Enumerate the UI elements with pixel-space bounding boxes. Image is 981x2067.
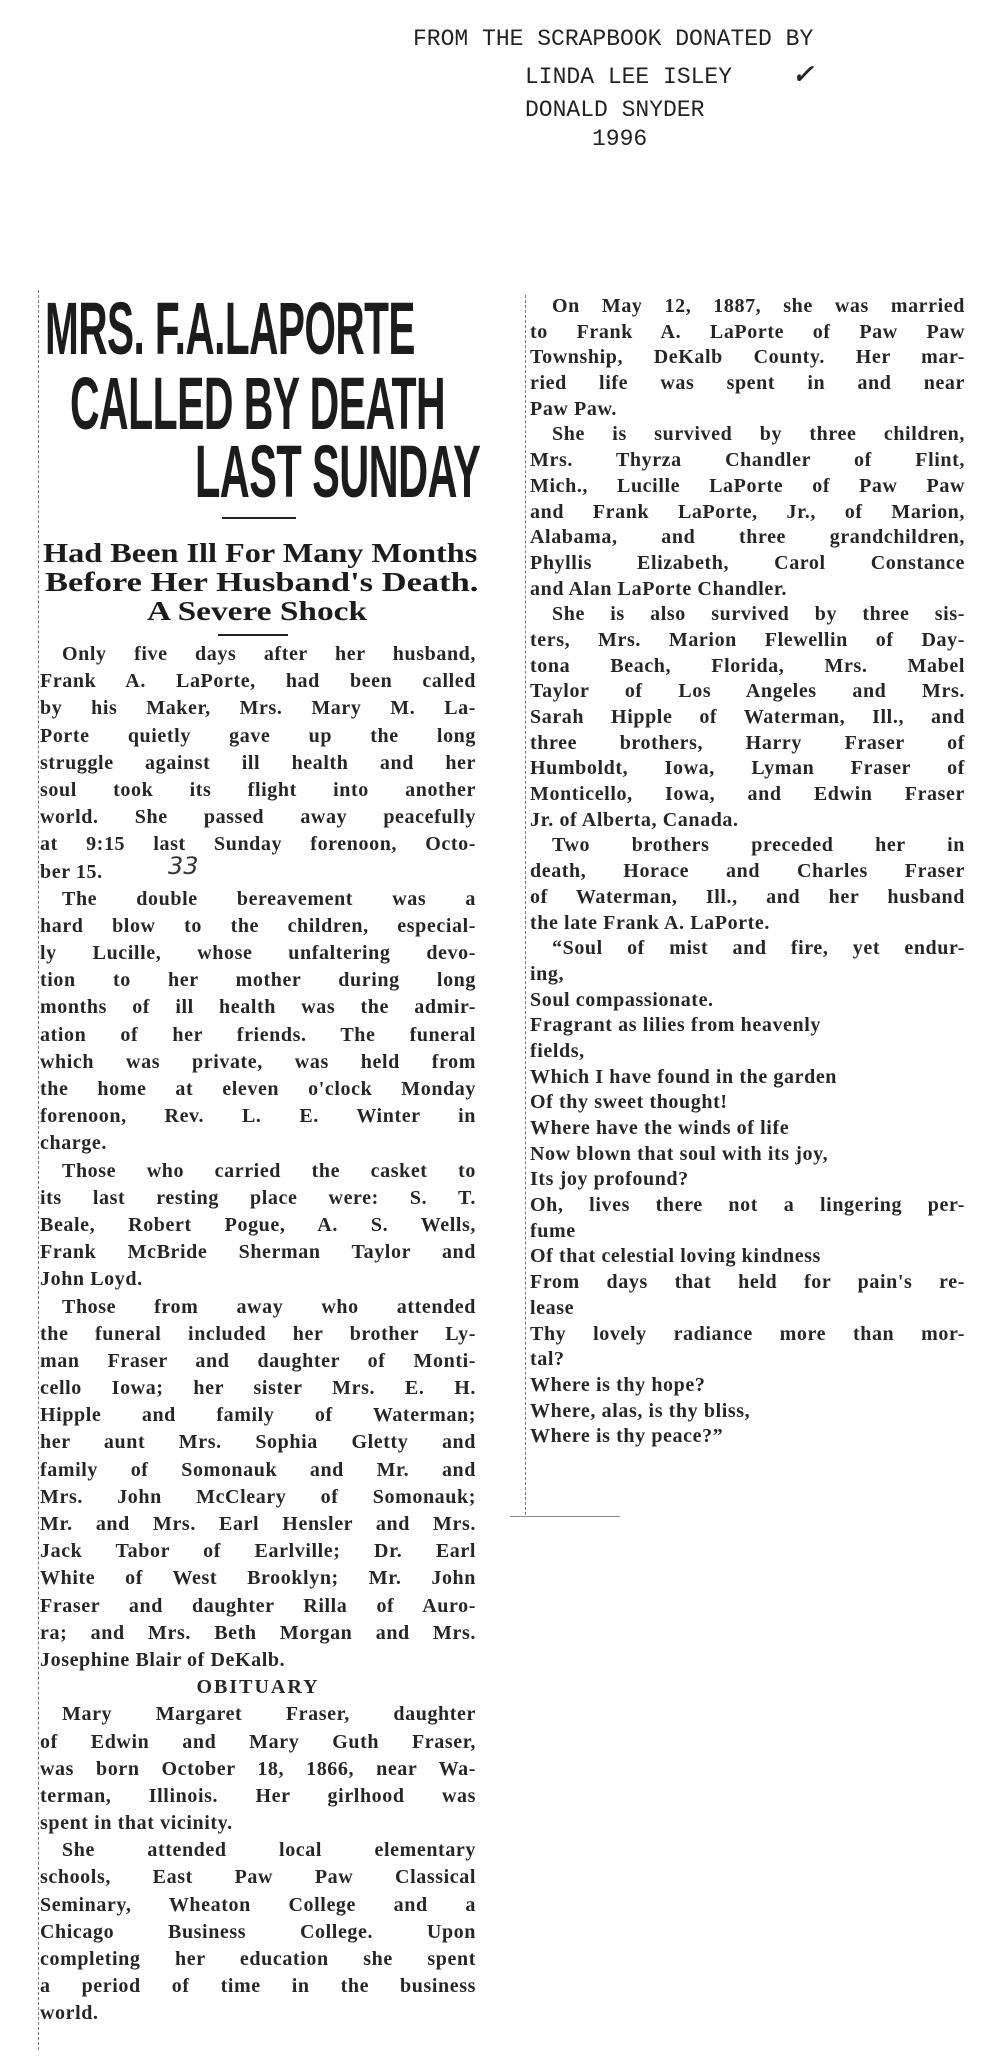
right-column-text [530, 294, 965, 1450]
paragraph-line: Mrs. Thyrza Chandler of Flint, [530, 449, 965, 472]
paragraph-line: Mrs. John McCleary of Somonauk; [40, 1485, 476, 1508]
paragraph-line: White of West Brooklyn; Mr. John [40, 1567, 476, 1590]
subhead-line-3: A Severe Shock [147, 596, 368, 626]
left-column-text [40, 641, 476, 2028]
poem-line: fume [530, 1219, 576, 1242]
poem-line: Where is thy peace?” [530, 1425, 724, 1448]
paragraph-line: Fraser and daughter Rilla of Auro- [40, 1594, 476, 1617]
paragraph-line: of Waterman, Ill., and her husband [530, 885, 965, 908]
paragraph-line: Mary Margaret Fraser, daughter [62, 1703, 476, 1726]
paragraph-line: John Loyd. [40, 1268, 143, 1291]
poem-line: Of thy sweet thought! [530, 1091, 728, 1114]
paragraph-line: tion to her mother during long [40, 969, 476, 992]
poem-line: ing, [530, 962, 565, 985]
paragraph-line: world. [40, 2002, 99, 2025]
paragraph-line: and Alan LaPorte Chandler. [530, 577, 788, 600]
paragraph-line: which was private, was held from [40, 1050, 476, 1073]
paragraph-line: cello Iowa; her sister Mrs. E. H. [40, 1377, 476, 1400]
paragraph-line: at 9:15 last Sunday forenoon, Octo- [40, 833, 476, 856]
poem-line: Of that celestial loving kindness [530, 1245, 821, 1268]
paragraph-line: Jr. of Alberta, Canada. [530, 808, 739, 831]
poem-line: Fragrant as lilies from heavenly [530, 1014, 822, 1037]
paragraph-line: the late Frank A. LaPorte. [530, 911, 771, 934]
poem-line: Where is thy hope? [530, 1373, 706, 1396]
right-column-border [525, 295, 526, 1515]
paragraph-line: Mich., Lucille LaPorte of Paw Paw [530, 474, 965, 497]
paragraph-line: Hipple and family of Waterman; [40, 1404, 476, 1427]
paragraph-line: She is survived by three children, [552, 423, 965, 446]
paragraph-line: Beale, Robert Pogue, A. S. Wells, [40, 1213, 476, 1236]
paragraph-line: Mr. and Mrs. Earl Hensler and Mrs. [40, 1513, 476, 1535]
headline-divider [222, 517, 296, 519]
paragraph-line: She attended local elementary [62, 1839, 476, 1862]
paragraph-line: Alabama, and three grandchildren, [530, 526, 965, 549]
poem-line: Where have the winds of life [530, 1117, 790, 1139]
paragraph-line: forenoon, Rev. L. E. Winter in [40, 1105, 476, 1128]
paragraph-line: ation of her friends. The funeral [40, 1023, 476, 1046]
paragraph-line: Seminary, Wheaton College and a [40, 1893, 476, 1916]
section-heading: OBITUARY [196, 1676, 320, 1699]
paragraph-line: its last resting place were: S. T. [40, 1186, 476, 1209]
poem-line: Thy lovely radiance more than mor- [530, 1322, 965, 1345]
paragraph-line: Two brothers preceded her in [552, 834, 965, 857]
headline-line-3: LAST SUNDAY [195, 430, 481, 513]
paragraph-line: family of Somonauk and Mr. and [40, 1458, 476, 1481]
paragraph-line: Sarah Hipple of Waterman, Ill., and [530, 706, 965, 728]
paragraph-line: and Frank LaPorte, Jr., of Marion, [530, 500, 965, 523]
paragraph-line: Paw Paw. [530, 397, 618, 420]
poem-line: tal? [530, 1348, 565, 1371]
subhead-line-1: Had Been Ill For Many Months [43, 538, 478, 568]
paragraph-line: the home at eleven o'clock Monday [40, 1078, 476, 1100]
poem-line: fields, [530, 1039, 585, 1062]
poem-line: Oh, lives there not a lingering per- [530, 1194, 965, 1217]
paragraph-line: Chicago Business College. Upon [40, 1920, 476, 1943]
paragraph-line: months of ill health was the admir- [40, 996, 476, 1019]
end-rule [510, 1516, 620, 1517]
paragraph-line: soul took its flight into another [40, 778, 476, 801]
paragraph-line: Township, DeKalb County. Her mar- [530, 346, 965, 369]
paragraph-line: man Fraser and daughter of Monti- [40, 1349, 476, 1372]
paragraph-line: spent in that vicinity. [40, 1812, 233, 1835]
paragraph-line: of Edwin and Mary Guth Fraser, [40, 1730, 476, 1753]
poem-line: Its joy profound? [530, 1168, 689, 1191]
donation-year: 1996 [592, 126, 648, 152]
paragraph-line: struggle against ill health and her [40, 751, 476, 774]
paragraph-line: Those from away who attended [62, 1295, 476, 1318]
paragraph-line: charge. [40, 1132, 107, 1155]
subhead-divider [218, 634, 288, 636]
paragraph-line: world. She passed away peacefully [40, 806, 476, 829]
paragraph-line: terman, Illinois. Her girlhood was [40, 1784, 476, 1807]
paragraph-line: to Frank A. LaPorte of Paw Paw [530, 320, 965, 343]
poem-line: Which I have found in the garden [530, 1065, 838, 1088]
poem-line: “Soul of mist and fire, yet endur- [552, 937, 965, 960]
paragraph-line: Jack Tabor of Earlville; Dr. Earl [40, 1540, 476, 1563]
donation-line-3: DONALD SNYDER [525, 97, 705, 123]
paragraph-line: death, Horace and Charles Fraser [530, 860, 965, 883]
paragraph-line: On May 12, 1887, she was married [552, 295, 965, 317]
paragraph-line: the funeral included her brother Ly- [40, 1322, 476, 1345]
donation-line-2: LINDA LEE ISLEY [525, 64, 733, 90]
paragraph-line: Monticello, Iowa, and Edwin Fraser [530, 783, 965, 806]
paragraph-line: Frank McBride Sherman Taylor and [40, 1241, 476, 1264]
paragraph-line: schools, East Paw Paw Classical [40, 1866, 476, 1889]
paragraph-line: Porte quietly gave up the long [40, 724, 476, 747]
paragraph-line: completing her education she spent [40, 1948, 476, 1970]
handwritten-annotation: 33 [168, 852, 199, 880]
poem-line: Where, alas, is thy bliss, [530, 1399, 751, 1422]
poem-line: lease [530, 1296, 575, 1319]
left-column-border [38, 290, 39, 2050]
paragraph-line: Frank A. LaPorte, had been called [40, 670, 476, 693]
paragraph-line: Taylor of Los Angeles and Mrs. [530, 680, 965, 703]
paragraph-line: ters, Mrs. Marion Flewellin of Day- [530, 628, 965, 651]
paragraph-line: three brothers, Harry Fraser of [530, 731, 965, 754]
paragraph-line: ly Lucille, whose unfaltering devo- [40, 942, 476, 965]
paragraph-line: her aunt Mrs. Sophia Gletty and [40, 1431, 476, 1454]
headline-line-2: CALLED BY DEATH [70, 362, 446, 445]
subhead-line-2: Before Her Husband's Death. [45, 567, 479, 597]
paragraph-line: The double bereavement was a [62, 887, 476, 910]
paragraph-line: Those who carried the casket to [62, 1159, 476, 1182]
paragraph-line: Phyllis Elizabeth, Carol Constance [530, 551, 965, 574]
paragraph-line: was born October 18, 1866, near Wa- [40, 1757, 476, 1780]
check-mark-icon: ✓ [792, 60, 814, 90]
paragraph-line: Humboldt, Iowa, Lyman Fraser of [530, 757, 965, 780]
paragraph-line: ried life was spent in and near [530, 372, 965, 395]
donation-line-1: FROM THE SCRAPBOOK DONATED BY [413, 26, 814, 52]
paragraph-line: by his Maker, Mrs. Mary M. La- [40, 697, 476, 720]
paragraph-line: ber 15. [40, 860, 103, 883]
paragraph-line: a period of time in the business [40, 1975, 476, 1998]
poem-line: Now blown that soul with its joy, [530, 1142, 829, 1165]
paragraph-line: hard blow to the children, especial- [40, 914, 476, 937]
paragraph-line: Only five days after her husband, [62, 643, 476, 665]
headline-line-1: MRS. F.A.LAPORTE [45, 287, 415, 370]
poem-line: Soul compassionate. [530, 988, 714, 1011]
poem-line: From days that held for pain's re- [530, 1271, 965, 1294]
paragraph-line: Josephine Blair of DeKalb. [40, 1648, 286, 1671]
paragraph-line: She is also survived by three sis- [552, 603, 965, 626]
paragraph-line: ra; and Mrs. Beth Morgan and Mrs. [40, 1621, 476, 1644]
paragraph-line: tona Beach, Florida, Mrs. Mabel [530, 654, 965, 677]
